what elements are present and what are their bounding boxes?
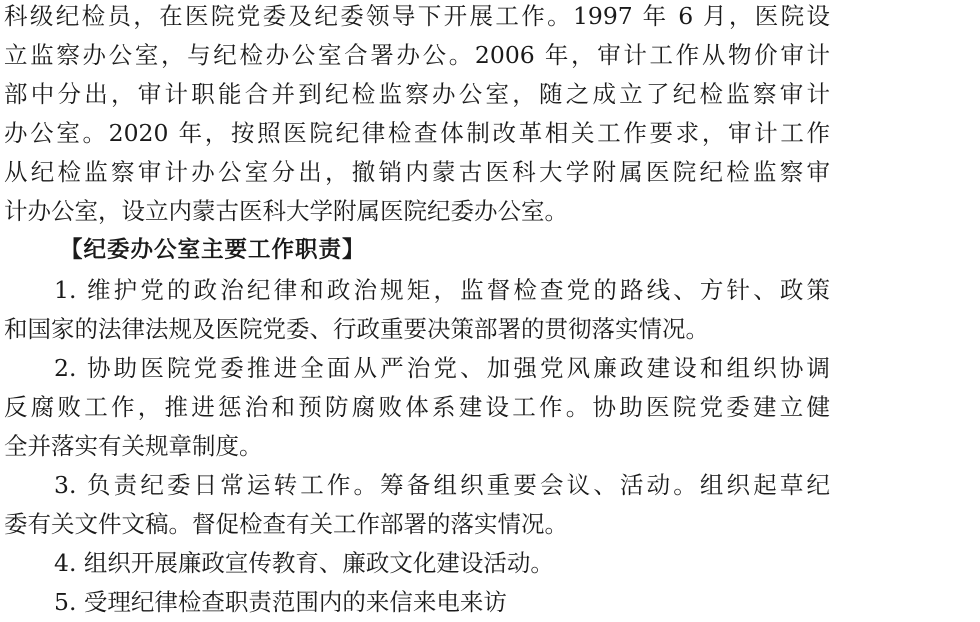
body-text-line: 科级纪检员，在医院党委及纪委领导下开展工作。1997 年 6 月，医院设 — [4, 2, 830, 30]
body-text-line: 部中分出，审计职能合并到纪检监察办公室，随之成立了纪检监察审计 — [4, 80, 830, 108]
duty-item-5-line: 5. 受理纪律检查职责范围内的来信来电来访 — [54, 588, 507, 616]
duty-item-2-line: 2. 协助医院党委推进全面从严治党、加强党风廉政建设和组织协调 — [54, 354, 830, 382]
duty-item-4-line: 4. 组织开展廉政宣传教育、廉政文化建设活动。 — [54, 549, 554, 577]
body-text-line: 立监察办公室，与纪检办公室合署办公。2006 年，审计工作从物价审计 — [4, 41, 830, 69]
duty-item-3-line: 委有关文件文稿。督促检查有关工作部署的落实情况。 — [4, 510, 568, 538]
duty-item-1-line: 和国家的法律法规及医院党委、行政重要决策部署的贯彻落实情况。 — [4, 315, 709, 343]
duty-item-1-line: 1. 维护党的政治纪律和政治规矩，监督检查党的路线、方针、政策 — [54, 276, 830, 304]
duty-item-2-line: 全并落实有关规章制度。 — [4, 432, 263, 460]
body-text-line: 从纪检监察审计办公室分出，撤销内蒙古医科大学附属医院纪检监察审 — [4, 158, 830, 186]
duty-item-3-line: 3. 负责纪委日常运转工作。筹备组织重要会议、活动。组织起草纪 — [54, 471, 830, 499]
body-text-line: 计办公室，设立内蒙古医科大学附属医院纪委办公室。 — [4, 197, 568, 225]
body-text-line: 办公室。2020 年，按照医院纪律检查体制改革相关工作要求，审计工作 — [4, 119, 830, 147]
duty-item-2-line: 反腐败工作，推进惩治和预防腐败体系建设工作。协助医院党委建立健 — [4, 393, 830, 421]
section-heading: 【纪委办公室主要工作职责】 — [60, 237, 366, 263]
